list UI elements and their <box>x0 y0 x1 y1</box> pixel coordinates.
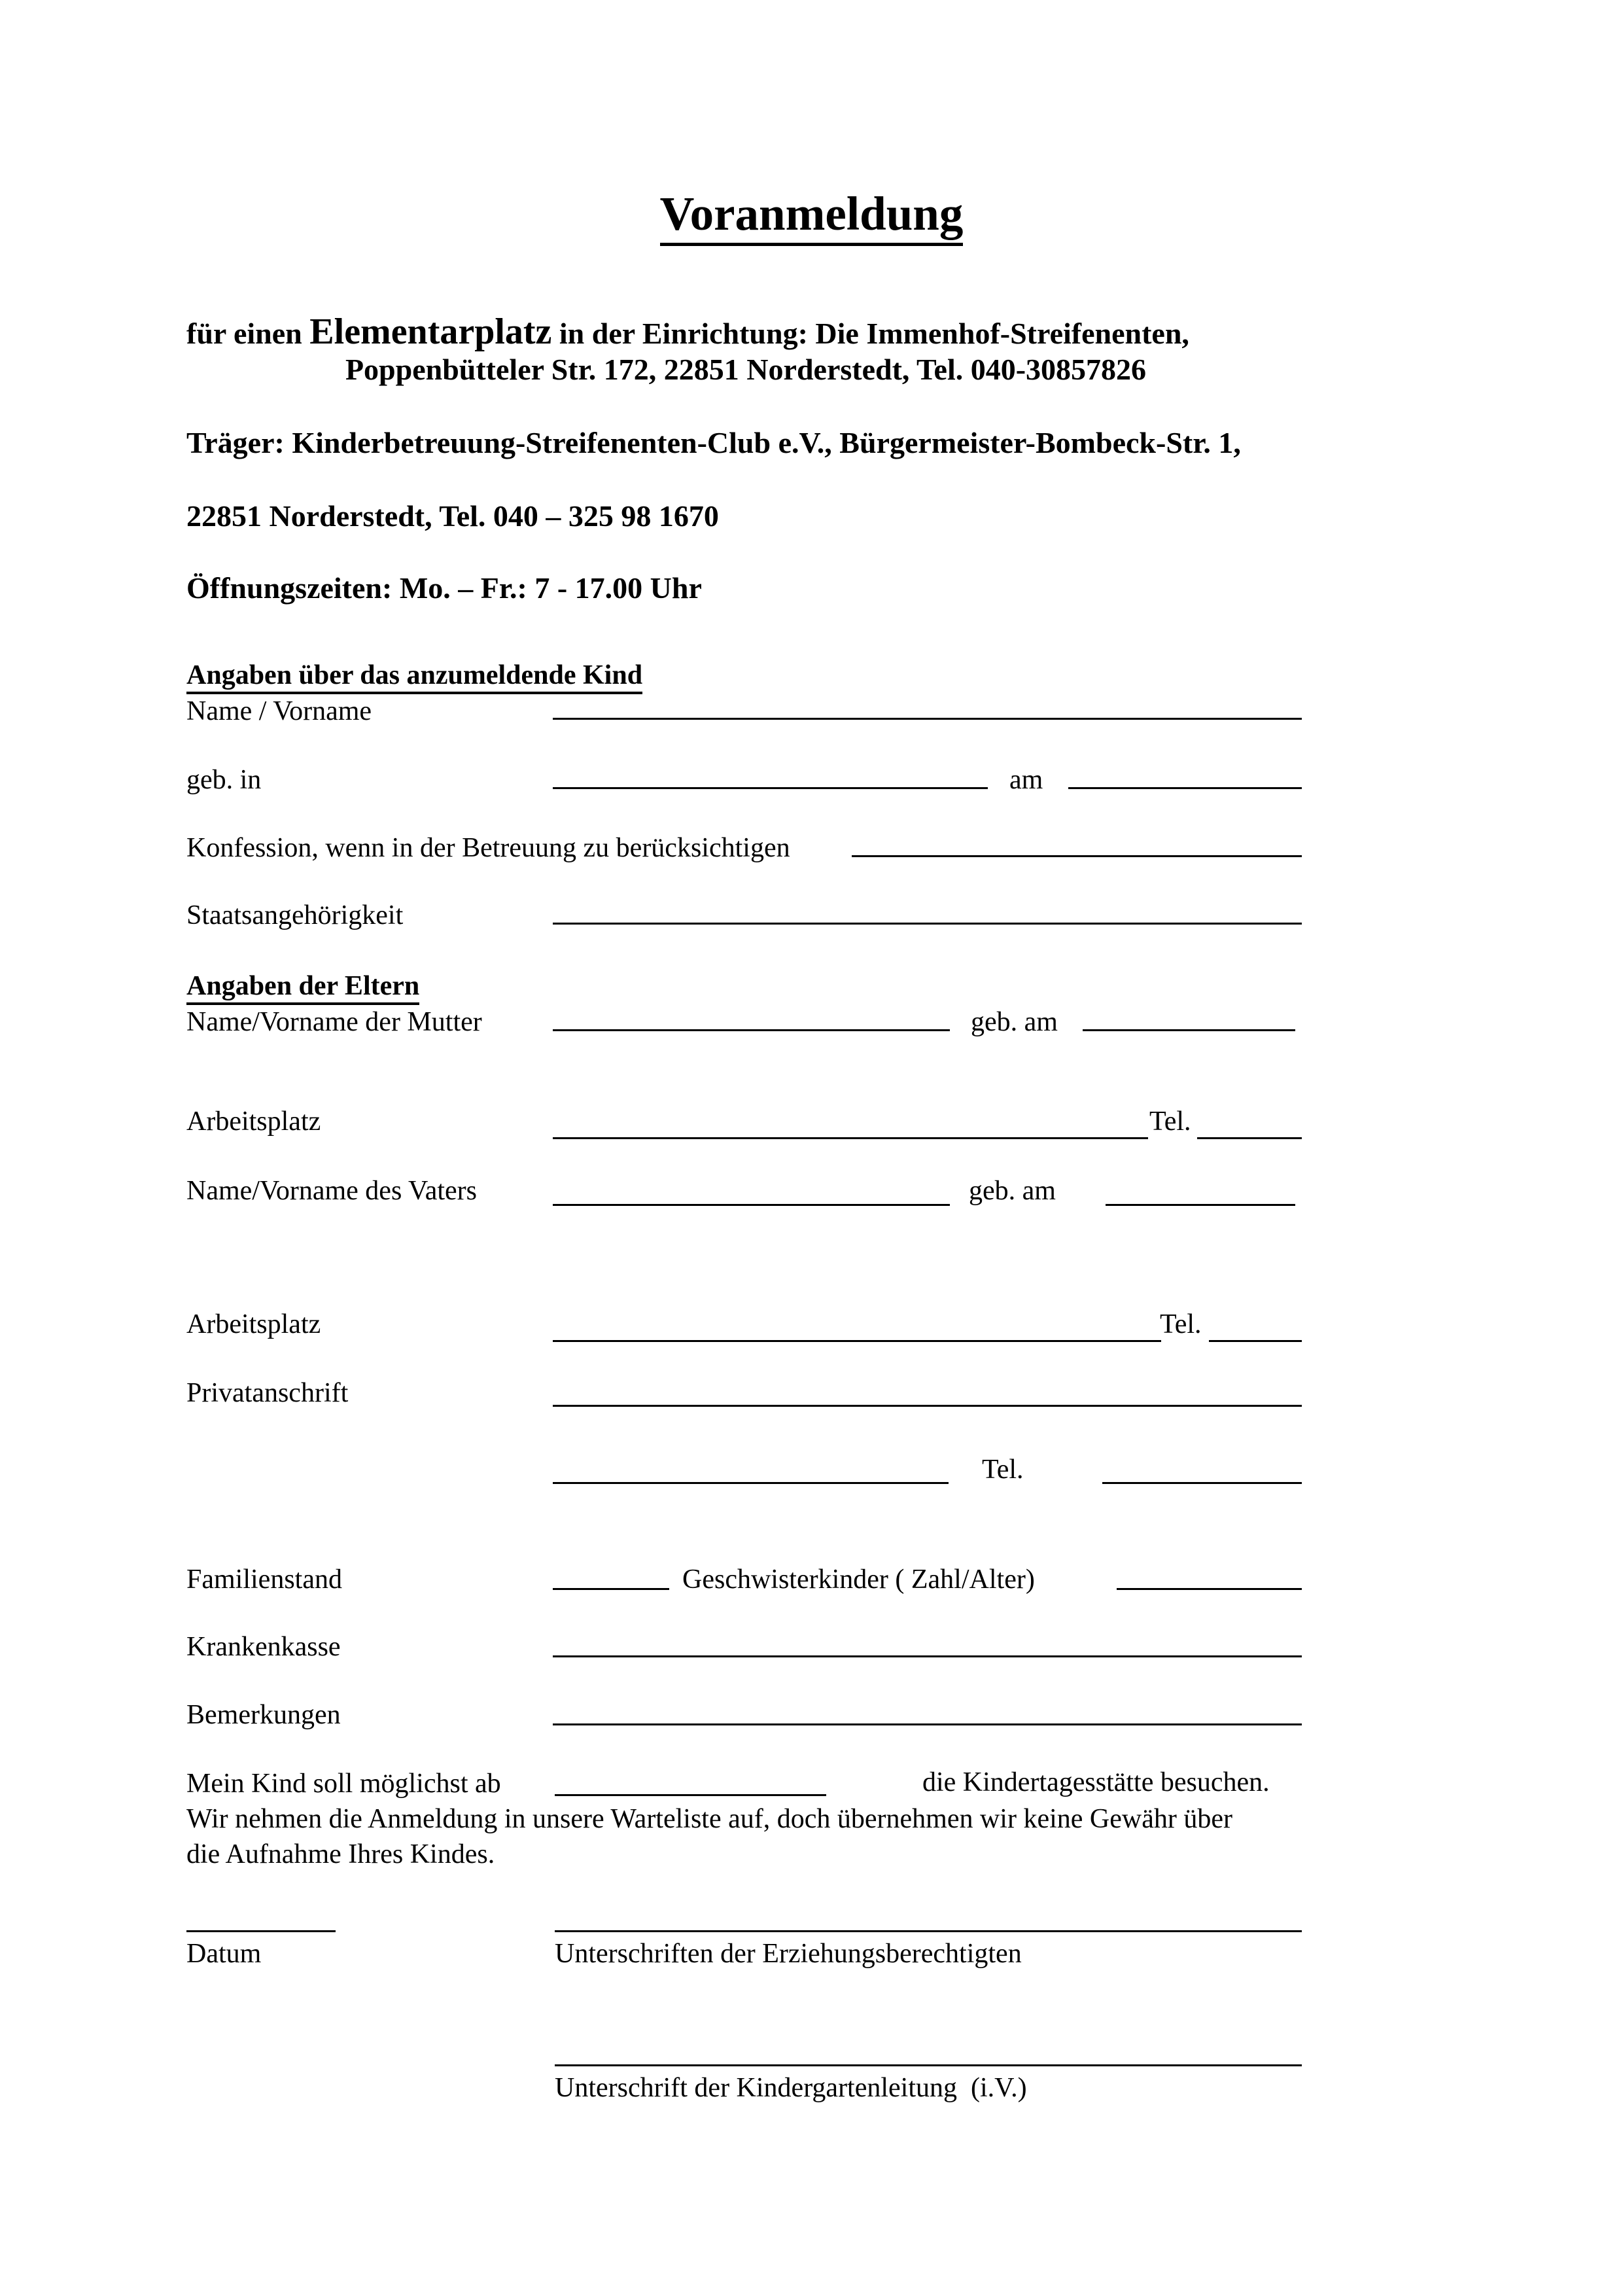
input-privat-tel[interactable] <box>1102 1482 1302 1484</box>
label-konfession: Konfession, wenn in der Betreuung zu berücksichtigen <box>186 833 790 863</box>
input-geb-am-child[interactable] <box>1068 787 1302 789</box>
input-privatanschrift[interactable] <box>553 1405 1302 1407</box>
label-arbeitsplatz-mutter: Arbeitsplatz <box>186 1106 321 1137</box>
caption-signature-management: Unterschrift der Kindergartenleitung (i.V.) <box>555 2073 1027 2103</box>
label-geb-in: geb. in <box>186 765 262 795</box>
label-arbeitsplatz-vater: Arbeitsplatz <box>186 1309 321 1339</box>
label-mutter: Name/Vorname der Mutter <box>186 1007 482 1037</box>
input-geb-in[interactable] <box>553 787 988 789</box>
input-signature-guardians[interactable] <box>555 1930 1302 1932</box>
input-arbeitsplatz-mutter-tel[interactable] <box>1197 1137 1302 1139</box>
input-mutter-geb-am[interactable] <box>1083 1029 1295 1031</box>
label-geschwisterkinder: Geschwisterkinder ( Zahl/Alter) <box>682 1564 1035 1595</box>
closing-line-2: Wir nehmen die Anmeldung in unsere Warteliste auf, doch übernehmen wir keine Gewähr über <box>186 1804 1232 1834</box>
input-mutter[interactable] <box>553 1029 950 1031</box>
intro-line-2: Poppenbütteler Str. 172, 22851 Norderstedt, Tel. 040-30857826 <box>345 353 1147 386</box>
label-krankenkasse: Krankenkasse <box>186 1632 341 1662</box>
label-vater: Name/Vorname des Vaters <box>186 1176 477 1206</box>
caption-datum: Datum <box>186 1939 262 1969</box>
input-arbeitsplatz-vater[interactable] <box>553 1340 1161 1342</box>
label-familienstand: Familienstand <box>186 1564 342 1595</box>
input-start-date[interactable] <box>555 1794 826 1796</box>
input-bemerkungen[interactable] <box>553 1723 1302 1725</box>
input-datum[interactable] <box>186 1930 336 1932</box>
input-krankenkasse[interactable] <box>553 1655 1302 1657</box>
input-arbeitsplatz-vater-tel[interactable] <box>1209 1340 1302 1342</box>
input-arbeitsplatz-mutter[interactable] <box>553 1137 1148 1139</box>
intro-prefix: für einen <box>186 317 310 350</box>
closing-line-1-suffix: die Kindertagesstätte besuchen. <box>922 1767 1270 1797</box>
caption-signature-guardians: Unterschriften der Erziehungsberechtigten <box>555 1939 1022 1969</box>
section-heading-child-text: Angaben über das anzumeldende Kind <box>186 660 642 694</box>
label-geb-am-child: am <box>1009 765 1043 795</box>
label-privatanschrift: Privatanschrift <box>186 1378 349 1408</box>
closing-line-3: die Aufnahme Ihres Kindes. <box>186 1839 495 1869</box>
input-konfession[interactable] <box>852 855 1302 857</box>
label-bemerkungen: Bemerkungen <box>186 1700 341 1730</box>
input-staatsangehoerigkeit[interactable] <box>553 923 1302 925</box>
section-heading-parents-text: Angaben der Eltern <box>186 971 419 1005</box>
section-heading-child <box>186 660 642 691</box>
input-vater[interactable] <box>553 1204 950 1206</box>
label-staatsangehoerigkeit: Staatsangehörigkeit <box>186 900 404 930</box>
closing-line-1-prefix: Mein Kind soll möglichst ab <box>186 1769 501 1799</box>
label-arbeitsplatz-vater-tel: Tel. <box>1160 1309 1202 1339</box>
input-geschwisterkinder[interactable] <box>1117 1588 1302 1590</box>
input-name-vorname[interactable] <box>553 718 1302 720</box>
page-title-text: Voranmeldung <box>660 187 964 246</box>
input-signature-management[interactable] <box>555 2064 1302 2066</box>
label-arbeitsplatz-mutter-tel: Tel. <box>1149 1106 1191 1137</box>
intro-highlight-elementarplatz: Elementarplatz <box>309 311 552 352</box>
input-privatanschrift-line-2[interactable] <box>553 1482 949 1484</box>
traeger-line-2: 22851 Norderstedt, Tel. 040 – 325 98 1670 <box>186 499 719 533</box>
label-vater-geb-am: geb. am <box>969 1176 1056 1206</box>
section-heading-parents <box>186 970 419 1002</box>
opening-hours: Öffnungszeiten: Mo. – Fr.: 7 - 17.00 Uhr <box>186 571 702 605</box>
label-name-vorname: Name / Vorname <box>186 696 372 726</box>
input-vater-geb-am[interactable] <box>1106 1204 1295 1206</box>
traeger-line-1: Träger: Kinderbetreuung-Streifenenten-Club e.V., Bürgermeister-Bombeck-Str. 1, <box>186 426 1241 459</box>
input-familienstand[interactable] <box>553 1588 669 1590</box>
page-title <box>0 187 1623 240</box>
label-privat-tel: Tel. <box>982 1455 1024 1485</box>
intro-suffix: in der Einrichtung: Die Immenhof-Streifenenten, <box>551 317 1189 350</box>
label-mutter-geb-am: geb. am <box>971 1007 1058 1037</box>
